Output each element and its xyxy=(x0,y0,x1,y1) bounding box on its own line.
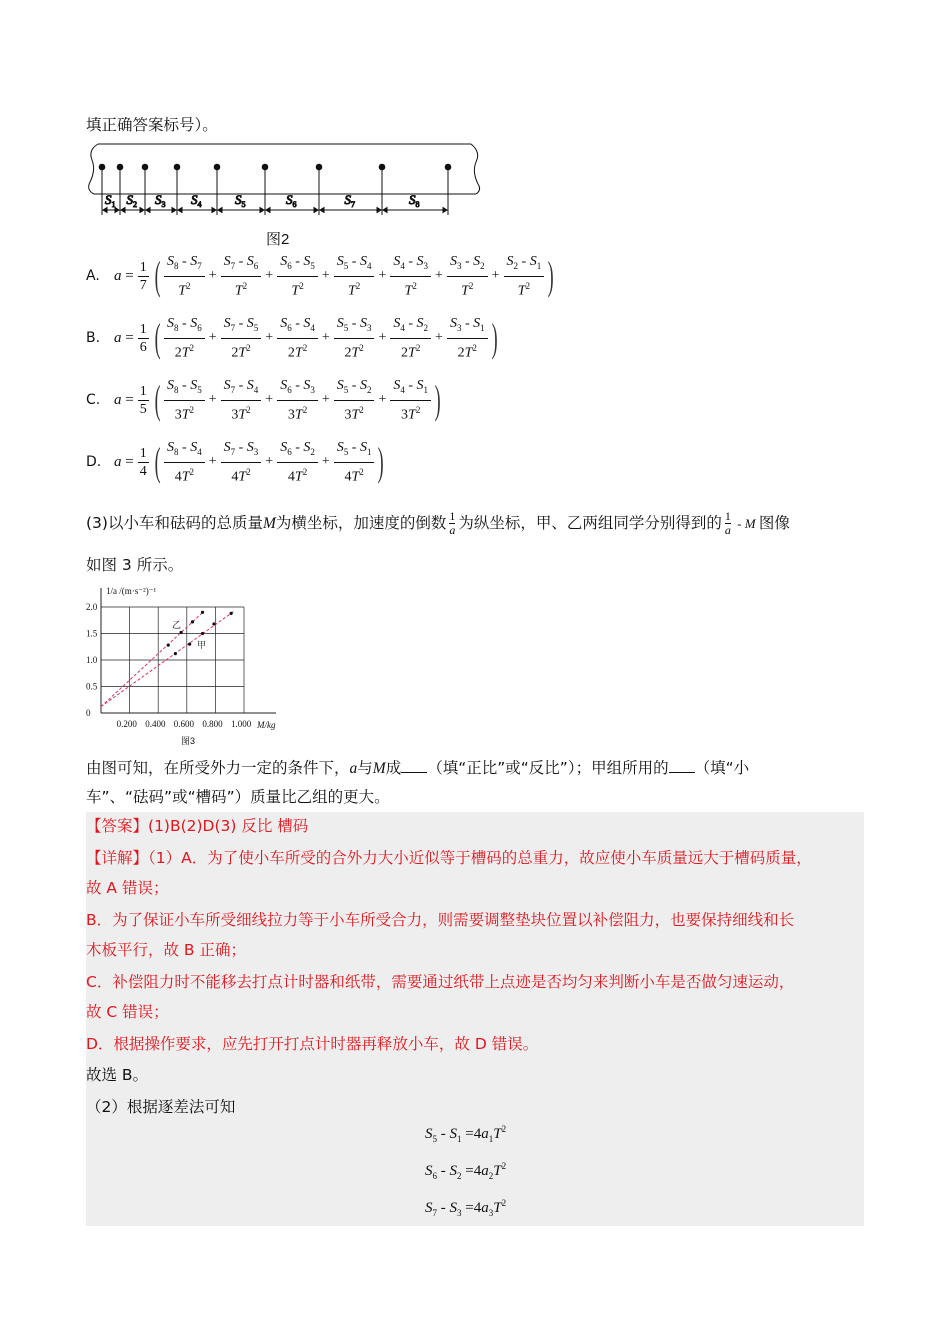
q3-line1: (3)以小车和砝码的总质量M为横坐标，加速度的倒数 $\frac{1}{a}$ 为纵坐标，甲、乙两组同学分别得到的 $\frac{1}{a}$ - M 图像 xyxy=(86,509,790,537)
graph-point xyxy=(167,644,170,647)
q3-part4: 图像 xyxy=(758,514,790,532)
tape-arrow xyxy=(443,208,447,213)
equation-line: $S_6 - S_2 =4a_2T^2$ xyxy=(425,1161,507,1181)
option-fraction: $\frac{S_5 - S_1}{4T^2}$ xyxy=(334,438,375,486)
explain-line7: D．根据操作要求，应先打开打点计时器再释放小车，故 D 错误。 xyxy=(86,1035,539,1053)
tape-segment-label: $S_3$ xyxy=(155,192,166,209)
explain-line5: C．补偿阻力时不能移去打点计时器和纸带，需要通过纸带上点迹是否均匀来判断小车是否做匀速运动， xyxy=(86,973,795,991)
option-fraction: $\frac{S_5 - S_3}{2T^2}$ xyxy=(334,314,375,362)
graph-point xyxy=(188,643,191,646)
option-fraction: $\frac{S_5 - S_2}{3T^2}$ xyxy=(334,376,375,424)
graph-point xyxy=(201,611,204,614)
explain-line4: 木板平行，故 B 正确； xyxy=(86,941,246,959)
conclusion-cheng: 成 xyxy=(385,759,402,777)
graph-ytick-label: 2.0 xyxy=(86,602,98,612)
tape-arrow xyxy=(146,208,150,213)
conclusion-text-c: （填“小 xyxy=(694,759,750,777)
option-fraction: $S_8 - S_5$ $3T^2$ xyxy=(164,376,205,424)
conclusion-text-a: 由图可知，在所受外力一定的条件下， xyxy=(86,759,350,777)
graph-label-yi: 乙 xyxy=(172,620,182,630)
q3-part3: 为纵坐标，甲、乙两组同学分别得到的 xyxy=(458,514,722,532)
explain-line2: 故 A 错误； xyxy=(86,879,169,897)
option-lhs: a = xyxy=(114,453,134,470)
graph-ytick-label: 0.5 xyxy=(86,681,98,692)
graph-caption: 图3 xyxy=(181,736,196,746)
option-fraction: $\frac{S_7 - S_3}{4T^2}$ xyxy=(221,438,262,486)
option-a[interactable]: A. a = $\frac{1}{7}$ ( $S_8 - S_7$ $T^2$ + $\frac{S_7 - S_6}{T^2}$ + $\frac{S_6 - S_5}{T^2}$ + $\frac{S_5 - S_4}{T^2}$ + $\frac{S_4 - S_3}{T^2}$ + $\frac{S_3 - S_2}{T^2}$ + $\frac{S_2 - S_1}{T^2}$ ) xyxy=(86,253,554,299)
answer-text: (1)B(2)D(3) 反比 槽码 xyxy=(148,817,309,835)
equation-line: $S_5 - S_1 =4a_1T^2$ xyxy=(425,1124,507,1144)
option-b[interactable]: B. a = $\frac{1}{6}$ ( $S_8 - S_6$ $2T^2$ + $\frac{S_7 - S_5}{2T^2}$ + $\frac{S_6 - S_4}{2T^2}$ + $\frac{S_5 - S_3}{2T^2}$ + $\frac{S_4 - S_2}{2T^2}$ + $\frac{S_3 - S_1}{2T^2}$ ) xyxy=(86,315,498,361)
option-c[interactable]: C. a = $\frac{1}{5}$ ( $S_8 - S_5$ $3T^2$ + $\frac{S_7 - S_4}{3T^2}$ + $\frac{S_6 - S_3}{3T^2}$ + $\frac{S_5 - S_2}{3T^2}$ + $\frac{S_4 - S_1}{3T^2}$ ) xyxy=(86,377,441,423)
tape-segment-label: $S_7$ xyxy=(344,192,355,209)
option-fraction: $\frac{S_6 - S_5}{T^2}$ xyxy=(277,252,318,300)
option-lhs: a = xyxy=(114,391,134,408)
paper-tape-figure xyxy=(86,140,486,250)
graph-point xyxy=(212,622,215,625)
option-label: B. xyxy=(86,330,101,346)
graph-point xyxy=(230,612,233,615)
option-fraction: $\frac{S_5 - S_4}{T^2}$ xyxy=(334,252,375,300)
option-fraction: $S_8 - S_4$ $4T^2$ xyxy=(164,438,205,486)
graph-ylabel: 1/a /(m·s⁻²)⁻¹ xyxy=(106,586,157,596)
option-fraction: $\frac{S_6 - S_2}{4T^2}$ xyxy=(277,438,318,486)
answer-line xyxy=(86,815,308,837)
option-label: C. xyxy=(86,392,101,408)
explain-tag: 【详解】 xyxy=(86,849,149,867)
option-fraction: $\frac{S_7 - S_4}{3T^2}$ xyxy=(221,376,262,424)
graph-xtick-label: 0.800 xyxy=(202,719,223,729)
option-lhs: a = xyxy=(114,329,134,346)
graph-point xyxy=(174,652,177,655)
explain-line9: （2）根据逐差法可知 xyxy=(86,1098,236,1116)
option-fraction: $\frac{S_6 - S_4}{2T^2}$ xyxy=(277,314,318,362)
conclusion-text-b: （填“正比”或“反比”）；甲组所用的 xyxy=(427,759,669,777)
conclusion-var-m: M xyxy=(372,760,386,777)
explain-line3: B．为了保证小车所受细线拉力等于小车所受合力，则需要调整垫块位置以补偿阻力，也要保持细线和长 xyxy=(86,911,795,929)
option-fraction: $\frac{S_3 - S_2}{T^2}$ xyxy=(447,252,488,300)
tape-segment-label: $S_8$ xyxy=(409,192,420,209)
explain-line1 xyxy=(86,847,812,869)
option-d[interactable]: D. a = $\frac{1}{4}$ ( $S_8 - S_4$ $4T^2$ + $\frac{S_7 - S_3}{4T^2}$ + $\frac{S_6 - S_2}{4T^2}$ + $\frac{S_5 - S_1}{4T^2}$ ) xyxy=(86,439,385,485)
tape-arrow xyxy=(314,208,318,213)
graph-ytick-label: 0 xyxy=(86,708,91,718)
graph-ytick-label: 1.0 xyxy=(86,655,98,665)
tape-arrow xyxy=(172,208,176,213)
tape-caption: 图2 xyxy=(266,231,290,248)
option-label: A. xyxy=(86,268,100,284)
tape-segment-label: $S_2$ xyxy=(126,192,137,209)
option-coefficient: $\frac{1}{5}$ xyxy=(139,383,147,417)
option-coefficient: $\frac{1}{6}$ xyxy=(139,321,147,355)
tape-segment-label: $S_1$ xyxy=(105,192,116,209)
tape-arrow xyxy=(103,208,107,213)
graph-figure xyxy=(86,582,296,750)
graph-label-jia: 甲 xyxy=(197,640,207,650)
option-fraction: $\frac{S_7 - S_5}{2T^2}$ xyxy=(221,314,262,362)
option-fraction: $\frac{S_4 - S_3}{T^2}$ xyxy=(390,252,431,300)
conclusion-var-a: a xyxy=(349,760,358,777)
option-fraction: $\frac{S_4 - S_2}{2T^2}$ xyxy=(390,314,431,362)
tape-segment-label: $S_4$ xyxy=(191,192,202,209)
option-fraction: $S_8 - S_7$ $T^2$ xyxy=(164,252,205,300)
tape-arrow xyxy=(320,208,324,213)
explain-text-1: （1）A．为了使小车所受的合外力大小近似等于槽码的总重力，故应使小车质量远大于槽码质量， xyxy=(148,849,812,867)
explain-line6: 故 C 错误； xyxy=(86,1003,169,1021)
option-fraction: $\frac{S_2 - S_1}{T^2}$ xyxy=(504,252,545,300)
tape-arrow xyxy=(266,208,270,213)
blank-2[interactable] xyxy=(669,758,695,773)
graph-xtick-label: 1.000 xyxy=(231,719,252,729)
q3-part2: 为横坐标，加速度的倒数 xyxy=(275,514,447,532)
option-fraction: $\frac{S_3 - S_1}{2T^2}$ xyxy=(447,314,488,362)
option-coefficient: $\frac{1}{7}$ xyxy=(139,259,147,293)
option-coefficient: $\frac{1}{4}$ xyxy=(139,445,147,479)
graph-line-yi xyxy=(101,611,207,706)
explain-line8: 故选 B。 xyxy=(86,1066,149,1084)
option-fraction: $S_8 - S_6$ $2T^2$ xyxy=(164,314,205,362)
option-lhs: a = xyxy=(114,267,134,284)
option-fraction: $\frac{S_6 - S_3}{3T^2}$ xyxy=(277,376,318,424)
tape-arrow xyxy=(121,208,125,213)
tape-arrow xyxy=(212,208,216,213)
graph-point xyxy=(179,631,182,634)
q3-line2: 如图 3 所示。 xyxy=(86,556,184,574)
tape-segment-label: $S_6$ xyxy=(286,192,297,209)
tape-arrow xyxy=(178,208,182,213)
q3-var-m: M xyxy=(262,515,276,532)
graph-xtick-label: 0.600 xyxy=(173,719,195,729)
graph-ytick-label: 1.5 xyxy=(86,628,98,639)
tape-arrow xyxy=(377,208,381,213)
graph-xtick-label: 0.400 xyxy=(145,719,166,729)
q3-part1: (3)以小车和砝码的总质量 xyxy=(86,514,263,532)
graph-point xyxy=(191,620,194,623)
answer-tag: 【答案】 xyxy=(86,817,149,835)
equation-line: $S_7 - S_3 =4a_3T^2$ xyxy=(425,1198,507,1218)
tape-segment-label: $S_5$ xyxy=(235,192,246,209)
option-fraction: $\frac{S_7 - S_6}{T^2}$ xyxy=(221,252,262,300)
option-label: D. xyxy=(86,454,102,470)
intro-line: 填正确答案标号）。 xyxy=(86,116,218,134)
graph-point xyxy=(201,632,204,635)
tape-arrow xyxy=(115,208,119,213)
graph-xlabel: M/kg xyxy=(257,720,276,730)
tape-arrow xyxy=(218,208,222,213)
conclusion-yu: 与 xyxy=(357,759,373,777)
option-fraction: $\frac{S_4 - S_1}{3T^2}$ xyxy=(390,376,431,424)
tape-arrow xyxy=(140,208,144,213)
conclusion-line1 xyxy=(86,757,749,780)
conclusion-line2: 车”、“砝码”或“槽码”）质量比乙组的更大。 xyxy=(86,788,390,806)
graph-xtick-label: 0.200 xyxy=(116,719,137,729)
tape-arrow xyxy=(260,208,264,213)
tape-arrow xyxy=(383,208,387,213)
blank-1[interactable] xyxy=(401,758,427,773)
